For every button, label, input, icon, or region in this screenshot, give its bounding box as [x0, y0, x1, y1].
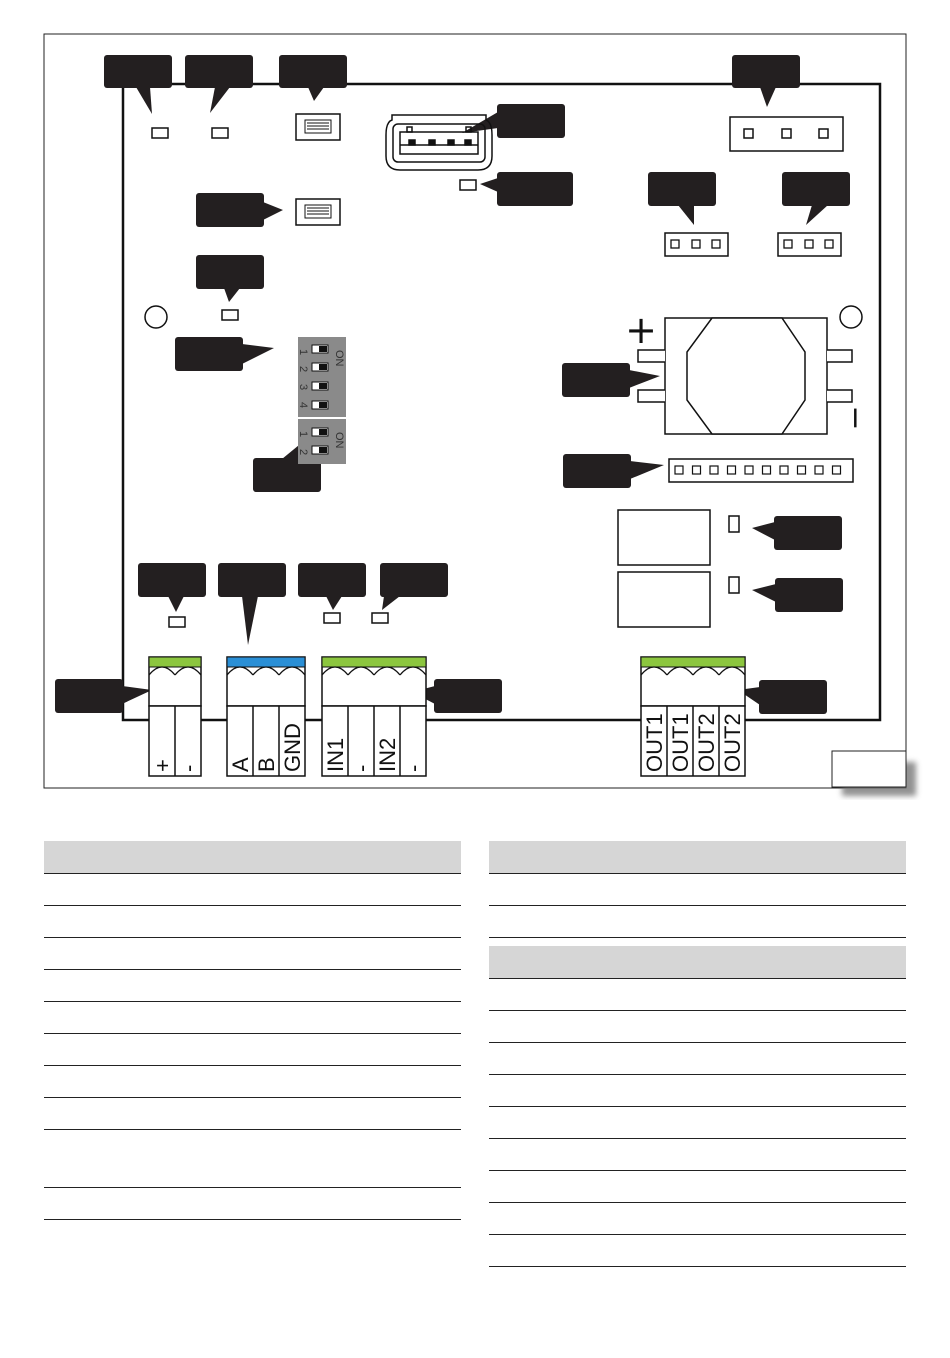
- table-row: [44, 1098, 461, 1130]
- table-row: [44, 970, 461, 1002]
- relay-1: [618, 510, 710, 565]
- table-right-bottom-header: [489, 946, 906, 979]
- table-row: [489, 1235, 906, 1267]
- table-row: [44, 906, 461, 938]
- battery-minus-sign: −: [838, 405, 873, 431]
- header-pin: [675, 466, 683, 474]
- table-row: [489, 1203, 906, 1235]
- battery-holder: [638, 318, 852, 434]
- table-row: [44, 1188, 461, 1220]
- power-terminal-block: [149, 657, 201, 776]
- output-terminal-block: [641, 657, 745, 776]
- callout-bus-terminal: [218, 563, 286, 645]
- mounting-hole-right: [840, 306, 862, 328]
- led-1: [152, 128, 168, 138]
- battery-plus-sign: +: [625, 308, 657, 352]
- table-row: [44, 1130, 461, 1188]
- table-row: [489, 906, 906, 938]
- bus-terminal-block: [227, 657, 305, 776]
- header-pin: [728, 466, 736, 474]
- header-pin: [833, 466, 841, 474]
- terminal-label: OUT2: [720, 713, 745, 772]
- terminal-label: OUT1: [642, 713, 667, 772]
- relay-led-1: [729, 516, 739, 532]
- callout-relay-led-1: [752, 516, 842, 550]
- terminal-label: A: [228, 757, 253, 772]
- led-2: [212, 128, 228, 138]
- table-right-top-header: [489, 841, 906, 874]
- table-right-bottom: [489, 946, 906, 1267]
- header-pin: [693, 466, 701, 474]
- callout-jumper-2: [782, 172, 850, 225]
- input-led-2: [372, 613, 388, 623]
- table-row: [44, 1034, 461, 1066]
- dip-small-position-1: 1: [297, 431, 309, 438]
- terminal-label: -: [349, 764, 374, 772]
- dip-position-1: 1: [297, 349, 309, 356]
- dip-switch-2: [297, 419, 346, 464]
- callout-power-led: [138, 563, 206, 612]
- jumper-header-1: [665, 233, 728, 256]
- usb-led: [460, 180, 476, 190]
- terminal-label: -: [176, 764, 201, 772]
- power-led: [169, 617, 185, 627]
- callout-status-led: [196, 255, 264, 302]
- table-right-top: [489, 841, 906, 938]
- dip-small-position-2: 2: [297, 449, 309, 456]
- dip-switch-4: [297, 337, 346, 417]
- jumper-header-2: [778, 233, 841, 256]
- callout-output-terminal: [738, 680, 827, 714]
- callout-button-1: [279, 55, 347, 101]
- dip-position-2: 2: [297, 366, 309, 373]
- status-led: [222, 310, 238, 320]
- header-pin: [763, 466, 771, 474]
- dip-position-4: 4: [297, 402, 309, 409]
- table-row: [489, 1107, 906, 1139]
- header-3pin-top: [730, 117, 843, 151]
- table-left-header: [44, 841, 461, 874]
- callout-led-1: [104, 55, 172, 114]
- input-terminal-block: [322, 657, 426, 776]
- push-button-1: [296, 114, 340, 140]
- figure-badge: [832, 751, 906, 787]
- table-left: [44, 841, 461, 1220]
- callout-button-2: [196, 193, 283, 227]
- table-row: [44, 1066, 461, 1098]
- mounting-hole-left: [145, 306, 167, 328]
- input-led-1: [324, 613, 340, 623]
- callout-power-terminal: [55, 679, 152, 713]
- header-pin: [710, 466, 718, 474]
- callout-header-top-right: [732, 55, 800, 107]
- callout-input-led-1: [298, 563, 366, 610]
- usb-port: [386, 115, 492, 170]
- callout-usb-led: [480, 172, 573, 206]
- dip-small-on-label: ON: [333, 432, 345, 449]
- table-row: [489, 1139, 906, 1171]
- callout-led-2: [185, 55, 253, 113]
- callout-relay-led-2: [752, 578, 843, 612]
- table-row: [489, 874, 906, 906]
- callout-dip-switch: [175, 337, 274, 371]
- relay-2: [618, 572, 710, 627]
- header-pin: [815, 466, 823, 474]
- table-row: [489, 979, 906, 1011]
- dip-position-3: 3: [297, 384, 309, 391]
- table-row: [489, 1011, 906, 1043]
- callout-pin-header: [563, 454, 664, 488]
- pin-header-10: [669, 459, 853, 482]
- push-button-2: [296, 199, 340, 225]
- table-row: [44, 1002, 461, 1034]
- terminal-label: -: [401, 764, 426, 772]
- terminal-label: OUT2: [694, 713, 719, 772]
- table-row: [489, 1171, 906, 1203]
- table-row: [489, 1075, 906, 1107]
- terminal-label: IN2: [375, 737, 400, 772]
- callout-jumper-1: [648, 172, 716, 225]
- callout-input-led-2: [380, 563, 448, 610]
- table-row: [44, 874, 461, 906]
- header-pin: [798, 466, 806, 474]
- relay-led-2: [729, 577, 739, 593]
- terminal-label: GND: [280, 723, 305, 772]
- dip-on-label: ON: [333, 350, 345, 367]
- terminal-label: B: [254, 757, 279, 772]
- header-pin: [780, 466, 788, 474]
- header-pin: [745, 466, 753, 474]
- terminal-label: IN1: [323, 737, 348, 772]
- table-row: [44, 938, 461, 970]
- table-row: [489, 1043, 906, 1075]
- terminal-label: +: [150, 759, 175, 772]
- terminal-label: OUT1: [668, 713, 693, 772]
